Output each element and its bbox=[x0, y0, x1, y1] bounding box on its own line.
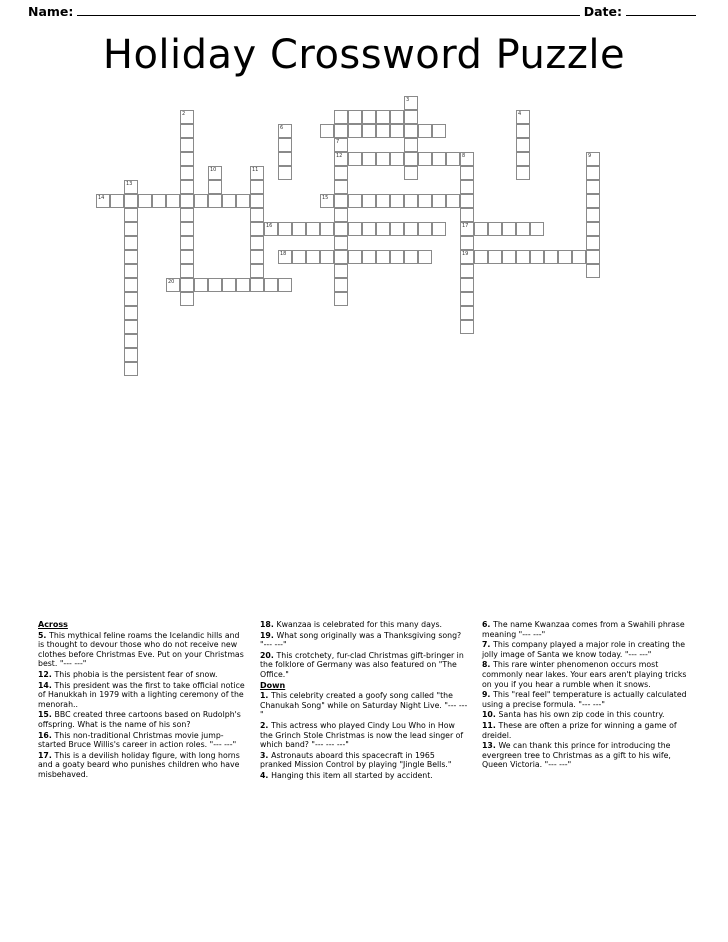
clue-number: 1. bbox=[260, 691, 272, 701]
grid-cell[interactable] bbox=[460, 264, 474, 278]
grid-cell-number: 14 bbox=[98, 195, 105, 201]
grid-cell[interactable] bbox=[236, 278, 250, 292]
grid-cell-number: 7 bbox=[336, 139, 340, 145]
grid-cell[interactable] bbox=[404, 166, 418, 180]
clue-text: This "real feel" temperature is actually calculated using a precise formula. "--- ---" bbox=[482, 690, 687, 709]
grid-cell[interactable] bbox=[250, 264, 264, 278]
grid-cell[interactable] bbox=[418, 152, 432, 166]
clue-across bbox=[38, 751, 246, 780]
clue-across bbox=[260, 631, 468, 650]
clue-text: We can thank this prince for introducing the evergreen tree to Christmas as a gift to his wife, Queen Victoria. "--- ---" bbox=[482, 741, 671, 770]
grid-cell[interactable] bbox=[460, 320, 474, 334]
grid-cell[interactable] bbox=[558, 250, 572, 264]
grid-cell[interactable] bbox=[334, 236, 348, 250]
grid-cell[interactable] bbox=[292, 222, 306, 236]
clue-text: BBC created three cartoons based on Rudolph's offspring. What is the name of his son? bbox=[38, 710, 241, 729]
clue-text: Hanging this item all started by accident. bbox=[271, 770, 433, 780]
grid-cell[interactable] bbox=[362, 110, 376, 124]
clue-text: Santa has his own zip code in this country. bbox=[498, 710, 665, 720]
grid-cell[interactable] bbox=[292, 250, 306, 264]
grid-cell[interactable] bbox=[418, 222, 432, 236]
grid-cell[interactable] bbox=[460, 292, 474, 306]
grid-cell[interactable] bbox=[278, 166, 292, 180]
worksheet-header bbox=[28, 4, 700, 19]
grid-cell[interactable] bbox=[110, 194, 124, 208]
grid-cell[interactable] bbox=[544, 250, 558, 264]
grid-cell-number: 9 bbox=[588, 153, 592, 159]
grid-cell[interactable] bbox=[586, 152, 600, 166]
grid-cell[interactable] bbox=[320, 250, 334, 264]
grid-cell[interactable] bbox=[278, 152, 292, 166]
grid-cell-number: 8 bbox=[462, 153, 466, 159]
grid-cell[interactable] bbox=[376, 124, 390, 138]
grid-cell[interactable] bbox=[460, 180, 474, 194]
clue-text: This non-traditional Christmas movie jump-started Bruce Willis's career in action roles. "--- ---" bbox=[38, 730, 237, 750]
grid-cell[interactable] bbox=[362, 194, 376, 208]
grid-cell[interactable] bbox=[166, 278, 180, 292]
clue-text: Astronauts aboard this spacecraft in 1965 pranked Mission Control by playing "Jingle Bells." bbox=[260, 750, 452, 770]
grid-cell[interactable] bbox=[404, 194, 418, 208]
grid-cell[interactable] bbox=[516, 152, 530, 166]
clue-across bbox=[38, 681, 246, 710]
clue-text: This company played a major role in creating the jolly image of Santa we know today. "--- ---" bbox=[482, 640, 686, 659]
grid-cell[interactable] bbox=[194, 194, 208, 208]
clue-across bbox=[38, 731, 246, 750]
grid-cell[interactable] bbox=[348, 152, 362, 166]
grid-cell[interactable] bbox=[264, 222, 278, 236]
clue-down bbox=[260, 721, 468, 750]
clue-number: 11. bbox=[482, 720, 499, 730]
grid-cell[interactable] bbox=[138, 194, 152, 208]
grid-cell[interactable] bbox=[404, 222, 418, 236]
grid-cell[interactable] bbox=[278, 138, 292, 152]
page-title: Holiday Crossword Puzzle bbox=[102, 32, 626, 78]
across-heading: Across bbox=[38, 620, 68, 629]
clue-text: These are often a prize for winning a game of dreidel. bbox=[482, 720, 677, 740]
grid-cell[interactable] bbox=[390, 110, 404, 124]
grid-cell-number: 17 bbox=[462, 223, 469, 229]
grid-cell[interactable] bbox=[404, 110, 418, 124]
clue-across bbox=[260, 651, 468, 680]
grid-cell[interactable] bbox=[180, 292, 194, 306]
grid-cell[interactable] bbox=[278, 222, 292, 236]
grid-cell[interactable] bbox=[124, 292, 138, 306]
grid-cell[interactable] bbox=[124, 180, 138, 194]
grid-cell[interactable] bbox=[180, 194, 194, 208]
clue-text: Kwanzaa is celebrated for this many days. bbox=[276, 620, 443, 629]
grid-cell-number: 4 bbox=[518, 111, 522, 117]
grid-cell[interactable] bbox=[180, 138, 194, 152]
grid-cell[interactable] bbox=[208, 180, 222, 194]
down-heading: Down bbox=[260, 680, 286, 690]
grid-cell[interactable] bbox=[516, 250, 530, 264]
grid-cell[interactable] bbox=[348, 110, 362, 124]
clues-container bbox=[38, 620, 690, 860]
clue-number: 4. bbox=[260, 770, 272, 780]
clue-down bbox=[482, 741, 690, 770]
grid-cell[interactable] bbox=[222, 194, 236, 208]
clue-text: This phobia is the persistent fear of snow. bbox=[54, 669, 218, 679]
grid-cell[interactable] bbox=[180, 208, 194, 222]
grid-cell-number: 13 bbox=[126, 181, 133, 187]
grid-cell[interactable] bbox=[586, 208, 600, 222]
grid-cell[interactable] bbox=[222, 278, 236, 292]
grid-cell[interactable] bbox=[432, 152, 446, 166]
clue-number: 5. bbox=[38, 630, 50, 640]
grid-cell[interactable] bbox=[418, 124, 432, 138]
grid-cell[interactable] bbox=[334, 222, 348, 236]
clue-down bbox=[260, 691, 468, 720]
clue-down bbox=[482, 690, 690, 709]
grid-cell[interactable] bbox=[418, 194, 432, 208]
grid-cell[interactable] bbox=[334, 264, 348, 278]
grid-cell[interactable] bbox=[390, 152, 404, 166]
grid-cell[interactable] bbox=[124, 194, 138, 208]
grid-cell[interactable] bbox=[124, 334, 138, 348]
grid-cell[interactable] bbox=[404, 152, 418, 166]
grid-cell-number: 6 bbox=[280, 125, 284, 131]
grid-cell[interactable] bbox=[460, 152, 474, 166]
clue-number: 6. bbox=[482, 620, 494, 629]
grid-cell[interactable] bbox=[278, 124, 292, 138]
grid-cell[interactable] bbox=[334, 180, 348, 194]
clue-text: This president was the first to take official notice of Hanukkah in 1979 with a lighting ceremony of the menorah.. bbox=[38, 680, 245, 709]
grid-cell-number: 19 bbox=[462, 251, 469, 257]
name-write-line bbox=[77, 4, 579, 16]
clue-down bbox=[482, 620, 690, 639]
clue-text: What song originally was a Thanksgiving song? "--- ---" bbox=[260, 630, 462, 650]
grid-cell-number: 12 bbox=[336, 153, 343, 159]
grid-cell[interactable] bbox=[334, 194, 348, 208]
clue-number: 3. bbox=[260, 750, 272, 760]
grid-cell[interactable] bbox=[488, 222, 502, 236]
grid-cell[interactable] bbox=[334, 278, 348, 292]
grid-cell[interactable] bbox=[124, 236, 138, 250]
clue-across bbox=[38, 631, 246, 669]
date-label: Date: bbox=[583, 4, 622, 19]
grid-cell[interactable] bbox=[530, 250, 544, 264]
grid-cell[interactable] bbox=[180, 166, 194, 180]
grid-cell[interactable] bbox=[460, 222, 474, 236]
grid-cell-number: 18 bbox=[280, 251, 287, 257]
grid-cell[interactable] bbox=[474, 222, 488, 236]
grid-cell[interactable] bbox=[250, 222, 264, 236]
grid-cell[interactable] bbox=[306, 250, 320, 264]
grid-cell[interactable] bbox=[152, 194, 166, 208]
grid-cell[interactable] bbox=[194, 278, 208, 292]
clue-number: 18. bbox=[260, 620, 277, 629]
grid-cell[interactable] bbox=[390, 222, 404, 236]
grid-cell[interactable] bbox=[586, 166, 600, 180]
grid-cell[interactable] bbox=[376, 222, 390, 236]
clue-down bbox=[482, 640, 690, 659]
clue-number: 13. bbox=[482, 741, 499, 751]
clue-down bbox=[482, 710, 690, 720]
grid-cell[interactable] bbox=[376, 152, 390, 166]
grid-cell[interactable] bbox=[124, 362, 138, 376]
grid-cell[interactable] bbox=[404, 250, 418, 264]
grid-cell[interactable] bbox=[516, 124, 530, 138]
clue-number: 8. bbox=[482, 660, 494, 670]
grid-cell[interactable] bbox=[586, 250, 600, 264]
grid-cell[interactable] bbox=[334, 110, 348, 124]
grid-cell[interactable] bbox=[516, 166, 530, 180]
grid-cell[interactable] bbox=[320, 194, 334, 208]
grid-cell[interactable] bbox=[390, 124, 404, 138]
grid-cell[interactable] bbox=[530, 222, 544, 236]
grid-cell[interactable] bbox=[334, 152, 348, 166]
grid-cell[interactable] bbox=[432, 222, 446, 236]
grid-cell[interactable] bbox=[124, 348, 138, 362]
clue-text: This is a devilish holiday figure, with long horns and a goaty beard who punishes children who have misbehaved. bbox=[38, 750, 240, 779]
clue-across bbox=[38, 710, 246, 729]
grid-cell[interactable] bbox=[180, 278, 194, 292]
grid-cell[interactable] bbox=[474, 250, 488, 264]
name-label: Name: bbox=[28, 4, 74, 19]
grid-cell[interactable] bbox=[446, 152, 460, 166]
clue-number: 17. bbox=[38, 750, 55, 760]
grid-cell[interactable] bbox=[586, 264, 600, 278]
grid-cell[interactable] bbox=[180, 236, 194, 250]
clue-text: This rare winter phenomenon occurs most commonly near lakes. Your ears aren't playing tricks on you if you hear a rumble when it snows. bbox=[482, 660, 687, 689]
grid-cell[interactable] bbox=[502, 222, 516, 236]
grid-cell-number: 16 bbox=[266, 223, 273, 229]
grid-cell[interactable] bbox=[488, 250, 502, 264]
grid-cell[interactable] bbox=[180, 250, 194, 264]
grid-cell[interactable] bbox=[376, 110, 390, 124]
grid-cell[interactable] bbox=[502, 250, 516, 264]
grid-cell[interactable] bbox=[208, 166, 222, 180]
grid-cell[interactable] bbox=[180, 180, 194, 194]
grid-cell[interactable] bbox=[250, 208, 264, 222]
clue-down bbox=[260, 751, 468, 770]
grid-cell[interactable] bbox=[460, 194, 474, 208]
grid-cell[interactable] bbox=[362, 152, 376, 166]
clue-number: 19. bbox=[260, 630, 277, 640]
clue-number: 7. bbox=[482, 640, 494, 650]
grid-cell[interactable] bbox=[334, 250, 348, 264]
clue-number: 2. bbox=[260, 720, 272, 730]
grid-cell[interactable] bbox=[334, 138, 348, 152]
grid-cell[interactable] bbox=[516, 222, 530, 236]
grid-cell[interactable] bbox=[460, 208, 474, 222]
grid-cell[interactable] bbox=[586, 180, 600, 194]
grid-cell[interactable] bbox=[586, 222, 600, 236]
grid-cell[interactable] bbox=[460, 166, 474, 180]
grid-cell[interactable] bbox=[208, 278, 222, 292]
grid-cell[interactable] bbox=[180, 110, 194, 124]
grid-cell[interactable] bbox=[460, 278, 474, 292]
clue-text: This celebrity created a goofy song called "the Chanukah Song" while on Saturday Night Live. "--- ---" bbox=[260, 691, 468, 720]
clue-number: 15. bbox=[38, 710, 55, 720]
crossword-grid[interactable] bbox=[0, 96, 728, 436]
grid-cell[interactable] bbox=[264, 278, 278, 292]
grid-cell-number: 3 bbox=[406, 97, 410, 103]
grid-cell-number: 10 bbox=[210, 167, 217, 173]
clue-down bbox=[260, 771, 468, 781]
clue-text: This actress who played Cindy Lou Who in How the Grinch Stole Christmas is now the lead singer of which band? "--- --- ---" bbox=[260, 720, 464, 750]
grid-cell[interactable] bbox=[124, 264, 138, 278]
grid-cell[interactable] bbox=[208, 194, 222, 208]
grid-cell[interactable] bbox=[124, 208, 138, 222]
grid-cell[interactable] bbox=[124, 320, 138, 334]
date-write-line bbox=[626, 4, 696, 16]
grid-cell[interactable] bbox=[124, 278, 138, 292]
clue-number: 14. bbox=[38, 680, 55, 690]
grid-cell[interactable] bbox=[334, 208, 348, 222]
grid-cell[interactable] bbox=[404, 124, 418, 138]
grid-cell[interactable] bbox=[404, 96, 418, 110]
grid-cell[interactable] bbox=[572, 250, 586, 264]
grid-cell[interactable] bbox=[334, 124, 348, 138]
grid-cell[interactable] bbox=[586, 194, 600, 208]
grid-cell[interactable] bbox=[516, 138, 530, 152]
grid-cell[interactable] bbox=[404, 138, 418, 152]
grid-cell-number: 11 bbox=[252, 167, 259, 173]
grid-cell[interactable] bbox=[390, 250, 404, 264]
grid-cell[interactable] bbox=[348, 194, 362, 208]
grid-cell[interactable] bbox=[320, 124, 334, 138]
grid-cell[interactable] bbox=[362, 124, 376, 138]
grid-cell[interactable] bbox=[334, 292, 348, 306]
grid-cell[interactable] bbox=[460, 236, 474, 250]
grid-cell[interactable] bbox=[278, 278, 292, 292]
grid-cell[interactable] bbox=[320, 222, 334, 236]
grid-cell[interactable] bbox=[124, 222, 138, 236]
grid-cell[interactable] bbox=[180, 222, 194, 236]
grid-cell[interactable] bbox=[348, 124, 362, 138]
grid-cell-number: 20 bbox=[168, 279, 175, 285]
grid-cell[interactable] bbox=[96, 194, 110, 208]
grid-cell-number: 15 bbox=[322, 195, 329, 201]
grid-cell[interactable] bbox=[446, 194, 460, 208]
grid-cell[interactable] bbox=[306, 222, 320, 236]
grid-cell[interactable] bbox=[348, 222, 362, 236]
grid-cell-number: 2 bbox=[182, 111, 186, 117]
grid-cell[interactable] bbox=[432, 194, 446, 208]
grid-cell[interactable] bbox=[250, 166, 264, 180]
clue-down bbox=[482, 721, 690, 740]
clue-across bbox=[38, 670, 246, 680]
clue-number: 10. bbox=[482, 710, 499, 720]
grid-cell[interactable] bbox=[166, 194, 180, 208]
grid-cell[interactable] bbox=[334, 166, 348, 180]
grid-cell[interactable] bbox=[180, 124, 194, 138]
clue-text: This mythical feline roams the Icelandic hills and is thought to devour those who do not receive new clothes before Christmas Eve. Put on your Christmas best. "--- ---" bbox=[38, 630, 244, 669]
grid-cell[interactable] bbox=[418, 250, 432, 264]
grid-cell[interactable] bbox=[376, 250, 390, 264]
clue-text: The name Kwanzaa comes from a Swahili phrase meaning "--- ---" bbox=[482, 620, 685, 639]
grid-cell[interactable] bbox=[460, 250, 474, 264]
grid-cell[interactable] bbox=[390, 194, 404, 208]
clue-across bbox=[260, 620, 468, 630]
grid-cell[interactable] bbox=[250, 236, 264, 250]
grid-cell[interactable] bbox=[362, 250, 376, 264]
clue-number: 16. bbox=[38, 730, 55, 740]
grid-cell[interactable] bbox=[586, 236, 600, 250]
grid-cell[interactable] bbox=[348, 250, 362, 264]
grid-cell[interactable] bbox=[250, 250, 264, 264]
grid-cell[interactable] bbox=[432, 124, 446, 138]
grid-cell[interactable] bbox=[250, 180, 264, 194]
clue-number: 9. bbox=[482, 690, 494, 700]
grid-cell[interactable] bbox=[460, 306, 474, 320]
grid-cell[interactable] bbox=[180, 264, 194, 278]
clue-number: 12. bbox=[38, 669, 55, 679]
grid-cell[interactable] bbox=[278, 250, 292, 264]
grid-cell[interactable] bbox=[516, 110, 530, 124]
grid-cell[interactable] bbox=[180, 152, 194, 166]
grid-cell[interactable] bbox=[236, 194, 250, 208]
grid-cell[interactable] bbox=[124, 306, 138, 320]
clue-text: This crotchety, fur-clad Christmas gift-bringer in the folklore of Germany was also featured on "The Office." bbox=[260, 650, 464, 679]
clue-number: 20. bbox=[260, 650, 277, 660]
clue-down bbox=[482, 660, 690, 689]
grid-cell[interactable] bbox=[250, 194, 264, 208]
grid-cell[interactable] bbox=[362, 222, 376, 236]
grid-cell[interactable] bbox=[376, 194, 390, 208]
grid-cell[interactable] bbox=[250, 278, 264, 292]
grid-cell[interactable] bbox=[124, 250, 138, 264]
